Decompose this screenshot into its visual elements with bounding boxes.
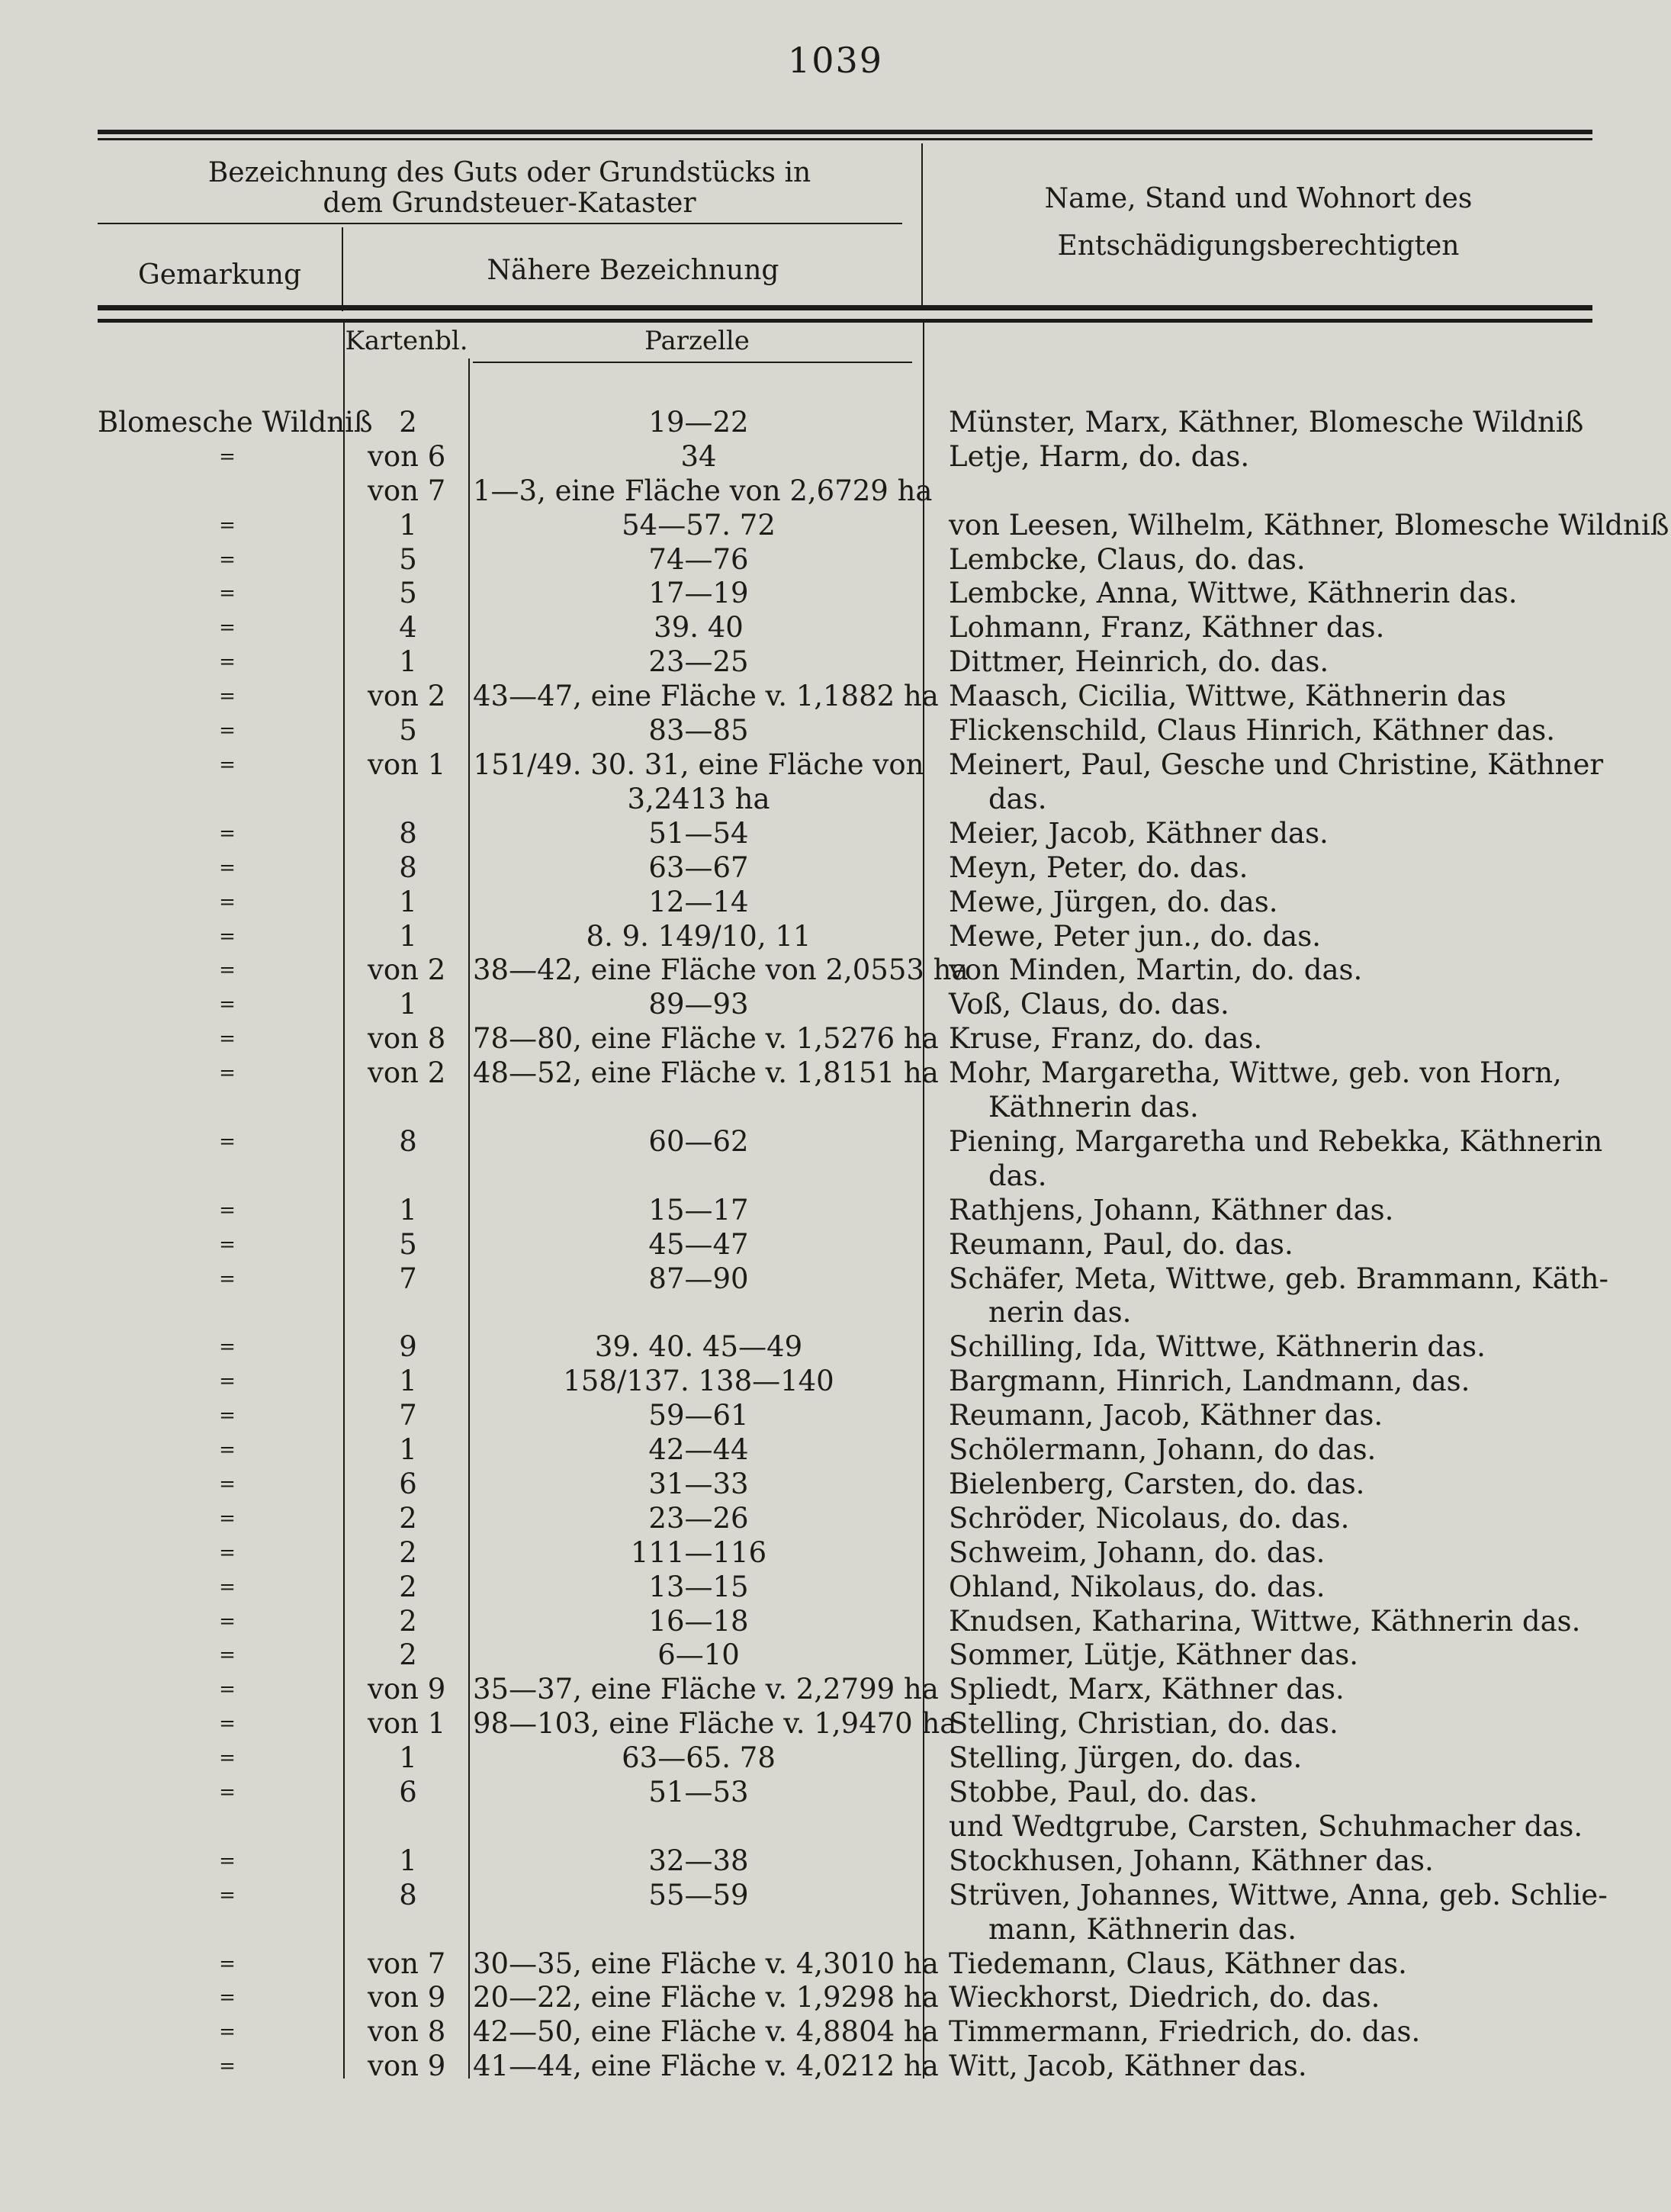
table-row — [0, 1605, 1671, 1638]
gemarkung-cell: = — [219, 1850, 236, 1873]
gemarkung-cell: = — [219, 1027, 236, 1050]
kartenblatt-cell: von 7 — [368, 474, 446, 507]
gemarkung-cell: = — [219, 1747, 236, 1770]
name-cell: Letje, Harm, do. das. — [949, 440, 1250, 473]
name-cell-continuation: Käthnerin das. — [988, 1091, 1199, 1124]
table-row — [0, 920, 1671, 953]
gemarkung-cell: = — [219, 582, 236, 605]
gemarkung-cell: = — [219, 719, 236, 742]
table-row — [0, 851, 1671, 885]
parzelle-cell: 151/49. 30. 31, eine Fläche von — [473, 748, 924, 781]
table-row — [0, 714, 1671, 748]
kartenblatt-cell: von 7 — [368, 1947, 446, 1980]
header-kartenbl: Kartenbl. — [345, 326, 468, 356]
name-cell-continuation: nerin das. — [988, 1296, 1132, 1329]
kartenblatt-cell: 2 — [399, 406, 417, 439]
name-cell: Stelling, Jürgen, do. das. — [949, 1741, 1303, 1774]
name-cell: Spliedt, Marx, Käthner das. — [949, 1673, 1345, 1706]
header-guts-line2: dem Grundsteuer-Kataster — [323, 188, 696, 219]
gemarkung-cell: = — [219, 1062, 236, 1085]
gemarkung-cell: = — [219, 754, 236, 776]
parzelle-cell: 39. 40 — [654, 611, 744, 644]
table-row — [0, 748, 1671, 782]
header-name-line1: Name, Stand und Wohnort des — [1044, 183, 1473, 214]
top-rule-thin — [98, 138, 1592, 140]
header-bottom-rule — [98, 305, 1592, 310]
name-cell-continuation: das. — [988, 783, 1047, 815]
parzelle-cell: 16—18 — [648, 1605, 749, 1638]
gemarkung-cell: = — [219, 445, 236, 468]
name-cell: Schäfer, Meta, Wittwe, geb. Brammann, Käth- — [949, 1262, 1609, 1295]
parzelle-cell: 34 — [680, 440, 717, 473]
table-row — [0, 577, 1671, 610]
top-double-rule — [98, 130, 1592, 134]
parzelle-cell: 1—3, eine Fläche von 2,6729 ha — [473, 474, 933, 507]
name-cell: Reumann, Paul, do. das. — [949, 1228, 1293, 1261]
parzelle-cell: 42—44 — [648, 1433, 749, 1466]
parzelle-cell: 12—14 — [648, 886, 749, 918]
gemarkung-cell: = — [219, 1473, 236, 1496]
kartenblatt-cell: 8 — [399, 817, 417, 850]
table-row-continuation — [0, 1159, 1671, 1193]
table-row-continuation — [0, 1296, 1671, 1329]
table-row — [0, 1022, 1671, 1056]
name-cell: Dittmer, Heinrich, do. das. — [949, 645, 1329, 678]
kartenblatt-cell: von 2 — [368, 1056, 446, 1089]
parzelle-cell: 59—61 — [648, 1399, 749, 1432]
kartenblatt-cell: von 9 — [368, 1673, 446, 1706]
table-row — [0, 953, 1671, 987]
name-cell: Bielenberg, Carsten, do. das. — [949, 1468, 1365, 1500]
table-row — [0, 1879, 1671, 1912]
gemarkung-cell: = — [219, 1678, 236, 1701]
kartenblatt-cell: von 9 — [368, 2050, 446, 2082]
table-row — [0, 1262, 1671, 1296]
parzelle-cell: 111—116 — [630, 1536, 767, 1569]
parzelle-cell: 19—22 — [648, 406, 749, 439]
name-cell: Mohr, Margaretha, Wittwe, geb. von Horn, — [949, 1056, 1562, 1089]
table-row-continuation — [0, 783, 1671, 816]
parzelle-cell: 38—42, eine Fläche von 2,0553 ha — [473, 953, 969, 986]
kartenblatt-cell: 1 — [399, 920, 417, 953]
table-row — [0, 1707, 1671, 1741]
kartenblatt-cell: 9 — [399, 1330, 417, 1363]
kartenblatt-cell: 1 — [399, 988, 417, 1021]
parzelle-cell: 63—67 — [648, 851, 749, 884]
gemarkung-cell: = — [219, 1644, 236, 1667]
kartenblatt-cell: 7 — [399, 1399, 417, 1432]
name-cell: Schweim, Johann, do. das. — [949, 1536, 1326, 1569]
name-cell: Lembcke, Claus, do. das. — [949, 543, 1306, 576]
parzelle-cell: 30—35, eine Fläche v. 4,3010 ha — [473, 1947, 939, 1980]
kartenblatt-cell: von 9 — [368, 1981, 446, 2014]
gemarkung-cell: = — [219, 959, 236, 982]
kartenblatt-cell: 1 — [399, 1433, 417, 1466]
table-row — [0, 1194, 1671, 1227]
gemarkung-cell: = — [219, 548, 236, 571]
gemarkung-cell: = — [219, 925, 236, 948]
parzelle-cell: 89—93 — [648, 988, 749, 1021]
parzelle-cell: 8. 9. 149/10, 11 — [586, 920, 811, 953]
header-guts-line1: Bezeichnung des Guts oder Grundstücks in — [207, 157, 811, 188]
parzelle-cell: 39. 40. 45—49 — [594, 1330, 803, 1363]
table-row — [0, 1330, 1671, 1364]
name-cell: Witt, Jacob, Käthner das. — [949, 2050, 1307, 2082]
parzelle-cell: 43—47, eine Fläche v. 1,1882 ha — [473, 680, 939, 712]
table-row — [0, 1571, 1671, 1604]
kartenblatt-cell: 1 — [399, 886, 417, 918]
table-row — [0, 1502, 1671, 1535]
kartenblatt-cell: 8 — [399, 1125, 417, 1158]
table-row — [0, 611, 1671, 645]
name-cell: Strüven, Johannes, Wittwe, Anna, geb. Schlie- — [949, 1879, 1608, 1911]
name-cell: Tiedemann, Claus, Käthner das. — [949, 1947, 1407, 1980]
kartenblatt-cell: 7 — [399, 1262, 417, 1295]
parzelle-cell: 55—59 — [648, 1879, 749, 1911]
kartenblatt-cell: 6 — [399, 1468, 417, 1500]
header-naehere: Nähere Bezeichnung — [487, 255, 779, 286]
parzelle-cell: 23—25 — [648, 645, 749, 678]
gemarkung-cell: = — [219, 1986, 236, 2009]
kartenblatt-cell: 2 — [399, 1638, 417, 1671]
header-gemarkung: Gemarkung — [137, 259, 302, 291]
parzelle-cell: 74—76 — [648, 543, 749, 576]
table-row — [0, 1433, 1671, 1467]
parzelle-cell: 20—22, eine Fläche v. 1,9298 ha — [473, 1981, 939, 2014]
gemarkung-cell: = — [219, 1507, 236, 1530]
kartenblatt-cell: 4 — [399, 611, 417, 644]
kartenblatt-cell: von 8 — [368, 2015, 446, 2048]
page-number: 1039 — [787, 40, 884, 81]
kartenblatt-cell: 5 — [399, 577, 417, 609]
kartenblatt-cell: 1 — [399, 509, 417, 542]
table-row — [0, 1125, 1671, 1159]
name-cell: Lohmann, Franz, Käthner das. — [949, 611, 1385, 644]
parzelle-cell: 78—80, eine Fläche v. 1,5276 ha — [473, 1022, 939, 1055]
table-row — [0, 680, 1671, 713]
table-row — [0, 1468, 1671, 1501]
name-cell: Piening, Margaretha und Rebekka, Käthnerin — [949, 1125, 1603, 1158]
parzelle-cell: 35—37, eine Fläche v. 2,2799 ha — [473, 1673, 939, 1706]
parzelle-cell: 32—38 — [648, 1844, 749, 1877]
kartenblatt-cell: 6 — [399, 1776, 417, 1809]
table-row — [0, 1947, 1671, 1981]
parzelle-cell-continuation: 3,2413 ha — [627, 783, 770, 815]
parzelle-cell: 87—90 — [648, 1262, 749, 1295]
kartenblatt-cell: 1 — [399, 1844, 417, 1877]
name-cell-continuation: mann, Käthnerin das. — [988, 1913, 1297, 1946]
name-cell: Schilling, Ida, Wittwe, Käthnerin das. — [949, 1330, 1486, 1363]
parzelle-cell: 17—19 — [648, 577, 749, 609]
gemarkung-cell: = — [219, 1953, 236, 1976]
name-cell: Meinert, Paul, Gesche und Christine, Käthner — [949, 748, 1604, 781]
table-row — [0, 817, 1671, 850]
gemarkung-cell: = — [219, 1268, 236, 1291]
table-row — [0, 1365, 1671, 1398]
name-cell: Bargmann, Hinrich, Landmann, das. — [949, 1365, 1470, 1397]
parzelle-cell: 51—54 — [648, 817, 749, 850]
name-cell-continuation: und Wedtgrube, Carsten, Schuhmacher das. — [949, 1810, 1583, 1843]
table-row — [0, 1981, 1671, 2014]
name-cell: Timmermann, Friedrich, do. das. — [949, 2015, 1421, 2048]
gemarkung-cell: = — [219, 993, 236, 1016]
table-row — [0, 1228, 1671, 1262]
name-cell: Meier, Jacob, Käthner das. — [949, 817, 1329, 850]
header-bottom-rule-2 — [98, 319, 1592, 323]
table-row-continuation — [0, 1913, 1671, 1947]
table-row — [0, 406, 1671, 439]
name-cell: von Leesen, Wilhelm, Käthner, Blomesche Wildniß — [949, 509, 1669, 542]
parzelle-cell: 51—53 — [648, 1776, 749, 1809]
name-cell: Reumann, Jacob, Käthner das. — [949, 1399, 1383, 1432]
table-row-continuation — [0, 1810, 1671, 1844]
gemarkung-cell: = — [219, 1610, 236, 1633]
kartenblatt-cell: 1 — [399, 1194, 417, 1227]
name-cell: Voß, Claus, do. das. — [949, 988, 1229, 1021]
table-row — [0, 1056, 1671, 1090]
parzelle-cell: 54—57. 72 — [622, 509, 776, 542]
header-name-line2: Entschädigungsberechtigten — [1057, 230, 1460, 262]
gemarkung-cell: = — [219, 1404, 236, 1427]
name-cell: Flickenschild, Claus Hinrich, Käthner das. — [949, 714, 1555, 747]
kartenblatt-cell: 2 — [399, 1571, 417, 1603]
kartenblatt-cell: von 2 — [368, 680, 446, 712]
parzelle-cell: 42—50, eine Fläche v. 4,8804 ha — [473, 2015, 939, 2048]
table-row — [0, 1536, 1671, 1570]
table-row — [0, 1741, 1671, 1775]
header-parzelle: Parzelle — [644, 326, 750, 356]
parzelle-cell: 13—15 — [648, 1571, 749, 1603]
kartenblatt-cell: von 6 — [368, 440, 446, 473]
table-row-continuation — [0, 1091, 1671, 1124]
table-row — [0, 474, 1671, 508]
kartenblatt-cell: 1 — [399, 645, 417, 678]
table-row — [0, 2015, 1671, 2049]
gemarkung-cell: = — [219, 1439, 236, 1461]
name-cell: Mewe, Jürgen, do. das. — [949, 886, 1278, 918]
kartenblatt-cell: von 8 — [368, 1022, 446, 1055]
parzelle-cell: 48—52, eine Fläche v. 1,8151 ha — [473, 1056, 939, 1089]
gemarkung-cell: = — [219, 1884, 236, 1907]
gemarkung-cell: = — [219, 857, 236, 879]
name-cell: Stobbe, Paul, do. das. — [949, 1776, 1258, 1809]
name-cell: Stelling, Christian, do. das. — [949, 1707, 1338, 1740]
parzelle-cell: 41—44, eine Fläche v. 4,0212 ha — [473, 2050, 939, 2082]
kartenblatt-cell: von 1 — [368, 1707, 446, 1740]
gemarkung-cell: = — [219, 1130, 236, 1153]
gemarkung-cell: = — [219, 1336, 236, 1358]
kartenblatt-cell: 2 — [399, 1605, 417, 1638]
name-cell: Rathjens, Johann, Käthner das. — [949, 1194, 1394, 1227]
table-row — [0, 1673, 1671, 1706]
parzelle-cell: 83—85 — [648, 714, 749, 747]
table-row — [0, 543, 1671, 577]
name-cell: Münster, Marx, Käthner, Blomesche Wildniß — [949, 406, 1584, 439]
gemarkung-cell: = — [219, 651, 236, 674]
gemarkung-cell: = — [219, 616, 236, 639]
name-cell: Sommer, Lütje, Käthner das. — [949, 1638, 1359, 1671]
kartenblatt-cell: 1 — [399, 1741, 417, 1774]
parzelle-cell: 60—62 — [648, 1125, 749, 1158]
name-cell: Schröder, Nicolaus, do. das. — [949, 1502, 1350, 1535]
kartenblatt-cell: 2 — [399, 1536, 417, 1569]
table-row — [0, 988, 1671, 1021]
table-row — [0, 886, 1671, 919]
name-cell-continuation: das. — [988, 1159, 1047, 1192]
name-cell: Maasch, Cicilia, Wittwe, Käthnerin das — [949, 680, 1507, 712]
gemarkung-cell: = — [219, 1542, 236, 1564]
gemarkung-cell: = — [219, 685, 236, 708]
gemarkung-cell: = — [219, 514, 236, 537]
table-row — [0, 1844, 1671, 1878]
gemarkung-cell: = — [219, 1781, 236, 1804]
gemarkung-cell: = — [219, 1199, 236, 1222]
table-row — [0, 1638, 1671, 1672]
name-cell: Meyn, Peter, do. das. — [949, 851, 1248, 884]
parzelle-cell: 45—47 — [648, 1228, 749, 1261]
table-row — [0, 440, 1671, 474]
gemarkung-cell: = — [219, 1576, 236, 1599]
kartenblatt-cell: 5 — [399, 543, 417, 576]
gemarkung-cell: = — [219, 2021, 236, 2043]
kartenblatt-cell: 5 — [399, 1228, 417, 1261]
gemarkung-cell: = — [219, 822, 236, 845]
gemarkung-cell: = — [219, 1233, 236, 1256]
kartenblatt-cell: 2 — [399, 1502, 417, 1535]
kartenblatt-cell: 1 — [399, 1365, 417, 1397]
name-cell: Ohland, Nikolaus, do. das. — [949, 1571, 1326, 1603]
parzelle-cell: 98—103, eine Fläche v. 1,9470 ha — [473, 1707, 957, 1740]
name-cell: Kruse, Franz, do. das. — [949, 1022, 1263, 1055]
name-cell: von Minden, Martin, do. das. — [949, 953, 1363, 986]
gemarkung-cell: = — [219, 891, 236, 914]
gemarkung-cell: Blomesche Wildniß — [98, 406, 373, 439]
table-row — [0, 1776, 1671, 1809]
kartenblatt-cell: 8 — [399, 851, 417, 884]
parzelle-cell: 63—65. 78 — [622, 1741, 776, 1774]
kartenblatt-cell: 8 — [399, 1879, 417, 1911]
kartenblatt-cell: von 1 — [368, 748, 446, 781]
table-row — [0, 2050, 1671, 2083]
guts-underline — [98, 223, 902, 224]
name-cell: Mewe, Peter jun., do. das. — [949, 920, 1321, 953]
parzelle-underline — [473, 362, 912, 363]
gemarkung-cell: = — [219, 1712, 236, 1735]
table-row — [0, 509, 1671, 542]
table-row — [0, 645, 1671, 679]
name-cell: Knudsen, Katharina, Wittwe, Käthnerin das. — [949, 1605, 1581, 1638]
kartenblatt-cell: 5 — [399, 714, 417, 747]
parzelle-cell: 31—33 — [648, 1468, 749, 1500]
parzelle-cell: 23—26 — [648, 1502, 749, 1535]
gemarkung-cell: = — [219, 1370, 236, 1393]
gemarkung-cell: = — [219, 2055, 236, 2078]
parzelle-cell: 158/137. 138—140 — [563, 1365, 834, 1397]
parzelle-cell: 6—10 — [657, 1638, 740, 1671]
parzelle-cell: 15—17 — [648, 1194, 749, 1227]
name-cell: Stockhusen, Johann, Käthner das. — [949, 1844, 1434, 1877]
table-row — [0, 1399, 1671, 1432]
name-cell: Schölermann, Johann, do das. — [949, 1433, 1377, 1466]
name-cell: Wieckhorst, Diedrich, do. das. — [949, 1981, 1380, 2014]
kartenblatt-cell: von 2 — [368, 953, 446, 986]
name-cell: Lembcke, Anna, Wittwe, Käthnerin das. — [949, 577, 1518, 609]
